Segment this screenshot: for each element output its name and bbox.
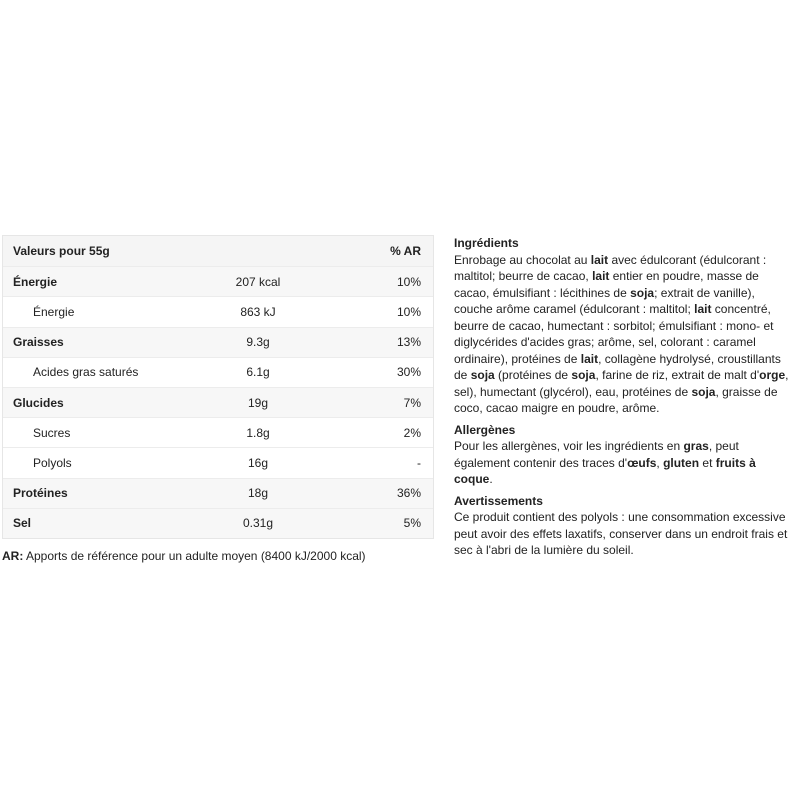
nutrition-row-energie-kcal — [3, 266, 433, 296]
nutrient-name: Énergie — [13, 274, 58, 289]
nutrient-name: Protéines — [13, 486, 68, 501]
allergen-highlight: soja — [470, 368, 495, 382]
allergen-highlight: gras — [683, 439, 709, 453]
nutrient-value: 16g — [247, 455, 269, 470]
nutrient-name: Graisses — [13, 335, 64, 350]
nutrient-ar: 10% — [396, 274, 421, 289]
nutrition-row-glucides — [3, 387, 433, 417]
allergens-title: Allergènes — [454, 422, 516, 437]
allergen-highlight: orge — [759, 368, 786, 382]
nutrition-header-ar: % AR — [390, 244, 421, 259]
nutrient-value: 0.31g — [242, 516, 274, 531]
nutrition-row-graisses — [3, 327, 433, 357]
nutrient-ar: 13% — [396, 335, 421, 350]
nutrient-value: 6.1g — [246, 365, 270, 380]
nutrient-value: 1.8g — [246, 425, 270, 440]
allergen-highlight: gluten — [663, 455, 700, 470]
ingredients-title: Ingrédients — [454, 236, 519, 250]
allergen-highlight: soja — [691, 384, 716, 399]
nutrient-value: 9.3g — [246, 335, 270, 350]
nutrient-ar: - — [417, 455, 421, 470]
nutrition-header-label: Valeurs pour 55g — [13, 244, 110, 259]
allergen-highlight: soja — [630, 285, 655, 300]
nutrient-name: Énergie — [33, 304, 75, 319]
nutrient-ar: 7% — [403, 395, 421, 410]
allergen-highlight: soja — [571, 368, 596, 382]
nutrient-ar: 30% — [396, 365, 421, 380]
allergen-highlight: lait — [592, 269, 610, 283]
nutrition-table — [2, 235, 434, 539]
allergen-highlight: lait — [590, 252, 609, 267]
allergen-highlight: fruits à coque — [454, 455, 756, 486]
warnings-title: Avertissements — [454, 493, 543, 508]
ar-footnote-text: Apports de référence pour un adulte moyen (8400 kJ/2000 kcal) — [23, 549, 366, 563]
nutrient-value: 18g — [247, 486, 269, 501]
product-info — [454, 235, 794, 564]
nutrient-name: Polyols — [33, 455, 72, 470]
nutrition-header-row — [3, 236, 433, 266]
nutrient-value: 19g — [247, 395, 269, 410]
ar-footnote-label: AR: — [2, 549, 24, 563]
nutrient-name: Glucides — [13, 395, 64, 410]
nutrient-ar: 2% — [403, 425, 421, 440]
nutrition-row-sucres — [3, 417, 433, 447]
allergen-highlight: lait — [694, 302, 712, 316]
nutrient-value: 863 kJ — [240, 304, 276, 319]
nutrient-value: 207 kcal — [235, 274, 281, 289]
allergens-text: Pour les allergènes, voir les ingrédients en gras, peut également contenir des traces d'œufs, gluten et fruits à coque. — [454, 439, 756, 486]
nutrient-ar: 5% — [403, 516, 421, 531]
nutrition-row-acides-gras-satures — [3, 357, 433, 387]
nutrition-row-proteines — [3, 478, 433, 508]
warnings-text: Ce produit contient des polyols : une consommation excessive peut avoir des effets laxatifs, conserver dans un endroit frais et sec à l'abri de la lumière du soleil. — [454, 510, 788, 557]
nutrition-row-energie-kj — [3, 296, 433, 326]
nutrient-ar: 10% — [396, 304, 421, 319]
nutrient-name: Acides gras saturés — [33, 365, 139, 380]
nutrition-row-polyols — [3, 447, 433, 477]
nutrition-row-sel — [3, 508, 433, 538]
nutrient-name: Sucres — [33, 425, 71, 440]
allergen-highlight: lait — [580, 351, 599, 366]
allergen-highlight: œufs — [627, 455, 657, 470]
ingredients-text: Enrobage au chocolat au lait avec édulcorant (édulcorant : maltitol; beurre de cacao, lait entier en poudre, masse de cacao, émulsifiant : lécithines de soja; extrait de vanille), couche arôme caramel (édulcorant : maltitol; lait concentré, beurre de cacao, humectant : sorbitol; émulsifiant : mono- et diglycérides d'acides gras; arôme, sel, colorant : caramel ordinaire), protéines de lait, collagène hydrolysé, croustillants de soja (protéines de soja, farine de riz, extrait de malt d'orge, sel), humectant (glycérol), eau, protéines de soja, graisse de coco, cacao maigre en poudre, arôme. — [454, 252, 789, 415]
nutrient-ar: 36% — [396, 486, 421, 501]
ar-footnote — [2, 549, 366, 563]
nutrient-name: Sel — [13, 516, 32, 531]
